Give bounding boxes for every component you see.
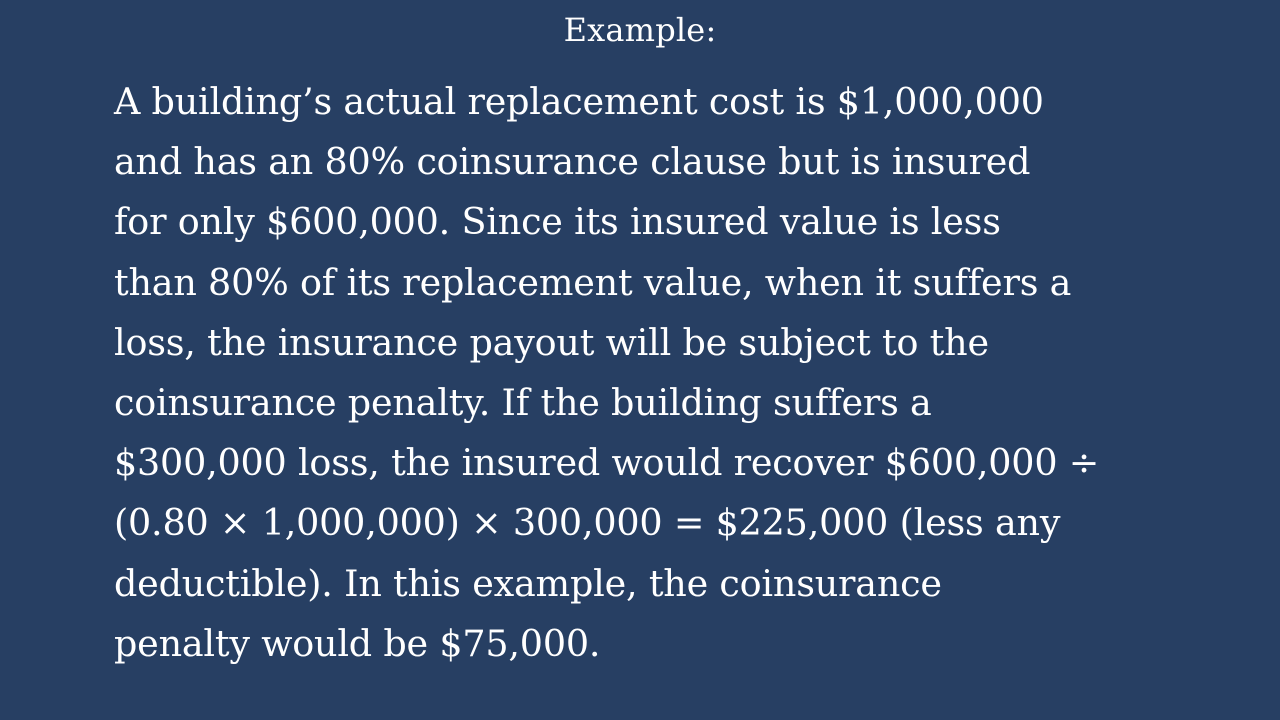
body-line: (0.80 × 1,000,000) × 300,000 = $225,000 (less any <box>114 501 1061 545</box>
slide-body <box>114 72 1194 674</box>
body-line: loss, the insurance payout will be subject to the <box>114 320 989 364</box>
body-line: and has an 80% coinsurance clause but is insured <box>114 140 1031 184</box>
body-line: coinsurance penalty. If the building suffers a <box>114 381 932 425</box>
body-line: deductible). In this example, the coinsurance <box>114 561 942 605</box>
body-line: penalty would be $75,000. <box>114 621 601 665</box>
body-line: than 80% of its replacement value, when it suffers a <box>114 260 1072 304</box>
body-line: A building’s actual replacement cost is $1,000,000 <box>114 80 1044 123</box>
body-line: $300,000 loss, the insured would recover $600,000 ÷ <box>114 441 1100 485</box>
body-line: for only $600,000. Since its insured value is less <box>114 200 1001 244</box>
slide-title: Example: <box>563 11 717 49</box>
